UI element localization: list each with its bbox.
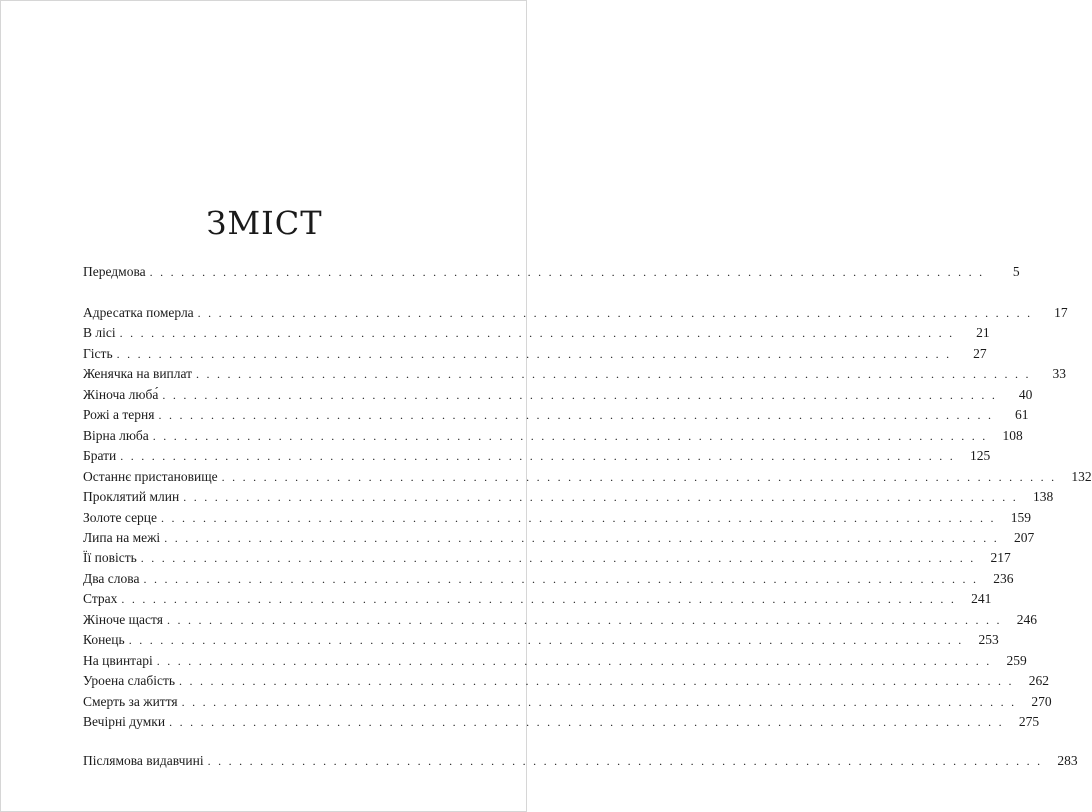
toc-entry bbox=[83, 630, 999, 650]
toc-leader-dots: ................................................................................ bbox=[207, 754, 1048, 768]
toc-entry-page: 61 bbox=[1014, 407, 1029, 423]
toc-entry-title: Проклятий млин bbox=[83, 489, 180, 505]
toc-entry-page: 262 bbox=[1028, 673, 1050, 689]
toc-entry bbox=[83, 487, 1054, 507]
toc-leader-dots: ................................................................................ bbox=[181, 694, 1022, 709]
toc-entry bbox=[83, 364, 1067, 384]
toc-entry bbox=[83, 467, 1092, 487]
toc-entry-page: 241 bbox=[971, 591, 992, 607]
toc-entry-title: Гість bbox=[83, 345, 113, 361]
toc-leader-dots: ................................................................................ bbox=[196, 367, 1037, 382]
toc-entry-page: 132 bbox=[1071, 468, 1092, 484]
toc-entry bbox=[83, 651, 1027, 671]
toc-entry-page: 275 bbox=[1018, 714, 1040, 729]
toc-entry-page: 125 bbox=[970, 448, 991, 464]
toc-leader-dots: ................................................................................ bbox=[161, 510, 1002, 525]
toc-entry-page: 159 bbox=[1010, 509, 1032, 525]
toc-leader-dots: ................................................................................ bbox=[120, 449, 961, 464]
toc-entry-page: 5 bbox=[1012, 264, 1020, 279]
toc-leader-dots: ................................................................................ bbox=[140, 551, 981, 566]
toc-entry bbox=[83, 569, 1014, 589]
toc-entry-title: Конець bbox=[83, 632, 125, 648]
toc-entry-page: 138 bbox=[1032, 489, 1054, 505]
toc-entry-page: 253 bbox=[978, 632, 999, 648]
toc-entry-title: Адресатка померла bbox=[83, 305, 194, 320]
toc-entry bbox=[83, 610, 1037, 630]
toc-entry-page: 40 bbox=[1018, 386, 1033, 402]
toc-entry bbox=[83, 385, 1033, 405]
toc-entry-title: Уроена слабість bbox=[83, 673, 176, 689]
toc-leader-dots: ................................................................................ bbox=[183, 490, 1024, 505]
toc-entry-title: Женячка на виплат bbox=[83, 366, 193, 382]
toc-leader-dots: ................................................................................ bbox=[162, 387, 1003, 402]
toc-entry bbox=[83, 712, 1040, 732]
toc-entry-title: В лісі bbox=[83, 325, 116, 341]
toc-entry-title: Золоте серце bbox=[83, 509, 158, 525]
toc-entry-title: Вірна люба bbox=[83, 427, 149, 443]
toc-leader-dots: ................................................................................ bbox=[152, 428, 993, 443]
toc-entry bbox=[83, 323, 990, 343]
toc-entry-title: Післямова видавчині bbox=[83, 753, 204, 768]
toc-entry-page: 246 bbox=[1016, 611, 1037, 627]
toc-leader-dots: ................................................................................ bbox=[128, 633, 969, 648]
toc-leader-dots: ................................................................................ bbox=[197, 306, 1038, 320]
toc-entry-page: 33 bbox=[1052, 366, 1067, 382]
toc-entry-title: Останнє пристановище bbox=[83, 468, 218, 484]
toc-leader-dots: ................................................................................ bbox=[156, 653, 997, 668]
page-title: ЗМІСТ bbox=[206, 204, 323, 242]
toc-leader-dots: ................................................................................ bbox=[166, 612, 1007, 627]
toc-entry-title: На цвинтарі bbox=[83, 652, 153, 668]
toc-entry-title: Жіноче щастя bbox=[83, 611, 163, 627]
toc-entry bbox=[83, 446, 991, 466]
toc-entry bbox=[83, 671, 1050, 691]
toc-leader-dots: ................................................................................ bbox=[116, 346, 957, 361]
toc-entry bbox=[83, 426, 1023, 446]
toc-leader-dots: ................................................................................ bbox=[121, 592, 962, 607]
toc-leader-dots: ................................................................................ bbox=[149, 265, 990, 279]
toc-entry-title: Вечірні думки bbox=[83, 714, 166, 729]
toc-entry-page: 27 bbox=[973, 345, 987, 361]
toc-leader-dots: ................................................................................ bbox=[164, 530, 1005, 545]
toc-entry bbox=[83, 405, 1029, 425]
toc-entry bbox=[83, 303, 1068, 323]
toc-entry-page: 21 bbox=[976, 325, 990, 341]
toc-entry-title: Страх bbox=[83, 591, 118, 607]
toc-entry-title: Брати bbox=[83, 448, 117, 464]
toc-entry bbox=[83, 589, 992, 609]
toc-entry-page: 108 bbox=[1002, 427, 1023, 443]
toc-entry bbox=[83, 751, 1078, 771]
toc-leader-dots: ................................................................................ bbox=[119, 326, 960, 341]
toc-entry-page: 17 bbox=[1054, 305, 1068, 320]
toc-entry-title: Два слова bbox=[83, 570, 140, 586]
toc-entry-title: Смерть за життя bbox=[83, 693, 178, 709]
toc-entry-page: 270 bbox=[1031, 693, 1052, 709]
toc-entry-title: Передмова bbox=[83, 264, 146, 279]
toc-entry-page: 259 bbox=[1006, 652, 1027, 668]
toc-entry-title: Рожі а терня bbox=[83, 407, 155, 423]
toc-leader-dots: ................................................................................ bbox=[158, 408, 999, 423]
toc-entry bbox=[83, 344, 987, 364]
toc-entry-page: 236 bbox=[993, 570, 1014, 586]
toc-leader-dots: ................................................................................ bbox=[143, 571, 984, 586]
toc-entry-page: 283 bbox=[1057, 753, 1078, 768]
toc-leader-dots: ................................................................................ bbox=[169, 715, 1010, 729]
toc-entry bbox=[83, 528, 1035, 548]
toc-entry bbox=[83, 548, 1011, 568]
toc-entry-title: Її повість bbox=[83, 550, 137, 566]
toc-entry-title: Жіноча люба́ bbox=[83, 386, 159, 402]
toc-entry-page: 217 bbox=[990, 550, 1011, 566]
toc-entry-page: 207 bbox=[1013, 529, 1035, 545]
toc-entry bbox=[83, 508, 1032, 528]
toc-entry-title: Липа на межі bbox=[83, 529, 161, 545]
toc-leader-dots: ................................................................................ bbox=[221, 469, 1062, 484]
toc-entry bbox=[83, 692, 1052, 712]
toc-entry bbox=[83, 262, 1020, 282]
toc-leader-dots: ................................................................................ bbox=[179, 674, 1020, 689]
